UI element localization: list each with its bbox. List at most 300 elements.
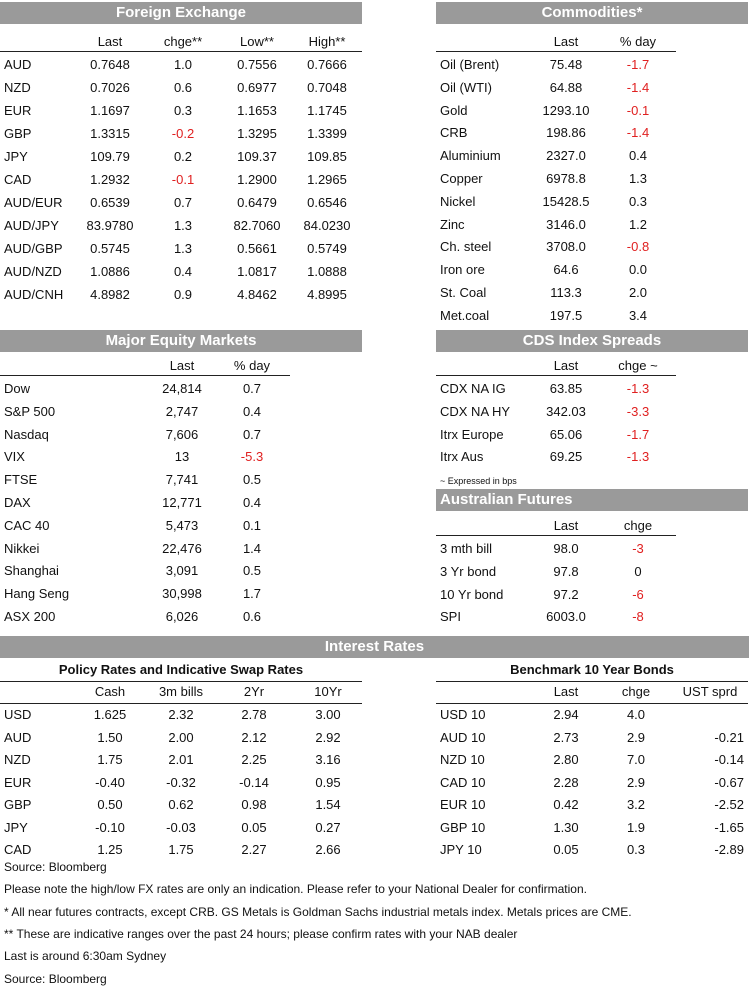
table-row bbox=[436, 214, 748, 236]
table-row bbox=[0, 424, 362, 446]
equity-header-last: Last bbox=[169, 358, 195, 373]
fx-chge: 0.9 bbox=[173, 287, 193, 302]
table-row bbox=[436, 561, 748, 583]
commodities-header-rule bbox=[436, 51, 676, 52]
table-row bbox=[436, 282, 748, 304]
policy-value: -0.10 bbox=[95, 819, 125, 835]
table-row bbox=[0, 606, 362, 628]
equity-last: 5,473 bbox=[165, 517, 199, 533]
table-row bbox=[0, 446, 362, 468]
fx-low: 1.3295 bbox=[237, 126, 277, 141]
futures-last: 6003.0 bbox=[546, 609, 586, 625]
commodity-chge: 0.4 bbox=[628, 148, 648, 164]
policy-name: AUD bbox=[4, 729, 32, 745]
fx-high: 4.8995 bbox=[307, 287, 347, 302]
fx-name: AUD/GBP bbox=[4, 241, 63, 256]
cds-name: CDX NA IG bbox=[440, 381, 506, 396]
table-row bbox=[0, 284, 362, 306]
fx-chge: 0.7 bbox=[173, 195, 193, 210]
table-row bbox=[436, 727, 748, 749]
fx-last: 1.0886 bbox=[90, 264, 130, 279]
table-row bbox=[436, 378, 748, 400]
table-row bbox=[436, 446, 748, 468]
commodity-name: Ch. steel bbox=[440, 239, 492, 255]
table-row bbox=[0, 146, 362, 168]
equity-last: 3,091 bbox=[165, 563, 199, 579]
bonds-header-last: Last bbox=[553, 684, 579, 699]
fx-name: AUD/JPY bbox=[4, 218, 59, 233]
equity-name: Hang Seng bbox=[4, 586, 70, 602]
policy-value: 2.66 bbox=[315, 842, 341, 857]
table-row bbox=[436, 236, 748, 258]
fx-name: AUD/EUR bbox=[4, 195, 63, 210]
table-row bbox=[0, 583, 362, 605]
policy-value: 1.75 bbox=[168, 842, 194, 857]
equity-name: Dow bbox=[4, 381, 31, 396]
equity-last: 7,606 bbox=[165, 426, 199, 442]
policy-value: 2.92 bbox=[315, 729, 341, 745]
equity-last: 6,026 bbox=[165, 609, 199, 624]
cds-chge: -3.3 bbox=[626, 403, 650, 419]
fx-last: 83.9780 bbox=[86, 218, 134, 233]
bond-value: 7.0 bbox=[626, 752, 646, 767]
commodity-last: 64.88 bbox=[549, 79, 583, 95]
table-row bbox=[436, 817, 748, 839]
futures-header bbox=[436, 516, 748, 536]
bonds-title: Benchmark 10 Year Bonds bbox=[510, 662, 674, 677]
futures-last: 97.8 bbox=[553, 563, 579, 579]
equity-chge: 0.1 bbox=[242, 517, 262, 533]
table-row bbox=[0, 839, 362, 861]
commodities-banner: Commodities* bbox=[436, 2, 748, 24]
policy-value: 1.54 bbox=[315, 797, 341, 812]
equity-chge: 0.5 bbox=[242, 472, 262, 488]
table-row bbox=[436, 100, 748, 122]
fx-last: 0.5745 bbox=[90, 241, 130, 256]
fx-low: 0.7556 bbox=[237, 57, 277, 72]
table-row bbox=[0, 100, 362, 122]
fx-low: 1.1653 bbox=[237, 103, 277, 118]
table-row bbox=[436, 122, 748, 144]
table-row bbox=[0, 469, 362, 491]
cds-name: Itrx Aus bbox=[440, 449, 484, 465]
fx-high: 0.7666 bbox=[307, 57, 347, 72]
fx-chge: -0.1 bbox=[171, 172, 195, 187]
fx-name: EUR bbox=[4, 103, 32, 118]
policy-value: 2.27 bbox=[241, 842, 267, 857]
cds-last: 69.25 bbox=[549, 449, 583, 465]
cds-note: ~ Expressed in bps bbox=[440, 476, 517, 486]
policy-value: 0.62 bbox=[168, 797, 194, 812]
table-row bbox=[436, 145, 748, 167]
commodity-name: Nickel bbox=[440, 193, 476, 209]
bond-value: 2.94 bbox=[553, 707, 579, 722]
commodity-last: 197.5 bbox=[549, 307, 583, 323]
equity-chge: 0.7 bbox=[242, 426, 262, 442]
commodity-name: Copper bbox=[440, 171, 483, 186]
table-row bbox=[0, 817, 362, 839]
equity-name: Shanghai bbox=[4, 563, 59, 579]
futures-name: 3 Yr bond bbox=[440, 563, 497, 579]
footer-line: Please note the high/low FX rates are only an indication. Please refer to your National Dealer for confirmation. bbox=[4, 882, 587, 897]
fx-last: 1.3315 bbox=[90, 126, 130, 141]
commodity-chge: -1.4 bbox=[626, 79, 650, 95]
fx-high: 0.7048 bbox=[307, 80, 347, 95]
bond-name: EUR 10 bbox=[440, 797, 486, 812]
fx-high: 1.1745 bbox=[307, 103, 347, 118]
futures-name: 10 Yr bond bbox=[440, 586, 504, 602]
table-row bbox=[436, 259, 748, 281]
equity-name: S&P 500 bbox=[4, 403, 56, 419]
table-row bbox=[436, 704, 748, 726]
bond-name: GBP 10 bbox=[440, 819, 486, 835]
table-row bbox=[0, 215, 362, 237]
policy-name: CAD bbox=[4, 842, 32, 857]
bond-value: -2.52 bbox=[714, 797, 744, 812]
equity-chge: 0.6 bbox=[242, 609, 262, 624]
equity-header-day: % day bbox=[233, 358, 271, 373]
equity-name: FTSE bbox=[4, 472, 38, 488]
fx-high: 1.0888 bbox=[307, 264, 347, 279]
fx-header-high: High** bbox=[308, 34, 346, 49]
fx-table bbox=[0, 32, 362, 312]
bond-value: -0.14 bbox=[714, 752, 744, 767]
fx-header-chge: chge** bbox=[163, 34, 203, 49]
fx-header bbox=[0, 32, 362, 52]
futures-banner: Australian Futures bbox=[436, 489, 748, 511]
equity-chge: 1.7 bbox=[242, 586, 262, 602]
fx-name: AUD/CNH bbox=[4, 287, 64, 302]
equity-name: CAC 40 bbox=[4, 517, 50, 533]
table-row bbox=[436, 305, 748, 327]
fx-chge: 1.0 bbox=[173, 57, 193, 72]
policy-value: 1.625 bbox=[93, 707, 127, 722]
bond-value: -0.67 bbox=[714, 774, 744, 790]
table-row bbox=[0, 538, 362, 560]
commodity-chge: -0.1 bbox=[626, 102, 650, 118]
table-row bbox=[0, 238, 362, 260]
cds-chge: -1.7 bbox=[626, 426, 650, 442]
table-row bbox=[0, 123, 362, 145]
commodity-chge: 3.4 bbox=[628, 307, 648, 323]
footer-line: Source: Bloomberg bbox=[4, 971, 107, 986]
bond-value: 2.9 bbox=[626, 729, 646, 745]
table-row bbox=[436, 839, 748, 861]
policy-value: -0.03 bbox=[166, 819, 196, 835]
policy-name: USD bbox=[4, 707, 32, 722]
table-row bbox=[436, 401, 748, 423]
equity-chge: 0.5 bbox=[242, 563, 262, 579]
policy-value: 0.05 bbox=[241, 819, 267, 835]
futures-chge: -3 bbox=[632, 541, 644, 556]
fx-last: 4.8982 bbox=[90, 287, 130, 302]
table-row bbox=[436, 424, 748, 446]
equity-last: 12,771 bbox=[162, 495, 202, 510]
fx-high: 109.85 bbox=[307, 149, 347, 164]
policy-header-bills: 3m bills bbox=[158, 684, 204, 699]
table-row bbox=[436, 794, 748, 816]
bond-value: 0.42 bbox=[553, 797, 579, 812]
equity-name: Nasdaq bbox=[4, 426, 49, 442]
futures-chge: -8 bbox=[632, 609, 644, 625]
table-row bbox=[0, 401, 362, 423]
policy-value: 1.25 bbox=[97, 842, 123, 857]
table-row bbox=[436, 54, 748, 76]
policy-value: 2.32 bbox=[168, 707, 194, 722]
fx-high: 1.3399 bbox=[307, 126, 347, 141]
equity-chge: 0.4 bbox=[242, 403, 262, 419]
commodity-last: 15428.5 bbox=[542, 193, 590, 209]
futures-last: 98.0 bbox=[553, 541, 579, 556]
policy-name: NZD bbox=[4, 752, 31, 767]
commodities-header-last: Last bbox=[553, 34, 579, 49]
table-row bbox=[0, 515, 362, 537]
policy-value: 0.50 bbox=[97, 797, 123, 812]
futures-header-rule bbox=[436, 535, 676, 536]
commodities-header-day: % day bbox=[619, 34, 657, 49]
fx-last: 0.6539 bbox=[90, 195, 130, 210]
policy-value: 0.98 bbox=[241, 797, 267, 812]
bonds-header-ust: UST sprd bbox=[682, 684, 738, 699]
bond-value: 2.9 bbox=[626, 774, 646, 790]
commodity-last: 3146.0 bbox=[546, 216, 586, 232]
policy-header-2yr: 2Yr bbox=[243, 684, 265, 699]
fx-chge: 0.4 bbox=[173, 264, 193, 279]
fx-chge: 0.6 bbox=[173, 80, 193, 95]
footer-line: Last is around 6:30am Sydney bbox=[4, 949, 167, 964]
equity-last: 30,998 bbox=[162, 586, 202, 602]
policy-name: JPY bbox=[4, 819, 28, 835]
cds-header bbox=[436, 356, 748, 376]
futures-chge: 0 bbox=[634, 563, 642, 579]
commodity-last: 75.48 bbox=[549, 57, 583, 72]
commodity-name: Aluminium bbox=[440, 148, 501, 164]
commodity-chge: -0.8 bbox=[626, 239, 650, 255]
futures-table bbox=[436, 516, 748, 631]
policy-header bbox=[0, 682, 362, 702]
policy-value: 1.50 bbox=[97, 729, 123, 745]
cds-last: 63.85 bbox=[549, 381, 583, 396]
policy-value: 2.78 bbox=[241, 707, 267, 722]
table-row bbox=[436, 772, 748, 794]
policy-name: EUR bbox=[4, 774, 32, 790]
bonds-header bbox=[436, 682, 748, 702]
equity-name: VIX bbox=[4, 449, 25, 465]
policy-value: 2.25 bbox=[241, 752, 267, 767]
table-row bbox=[0, 727, 362, 749]
policy-header-10yr: 10Yr bbox=[314, 684, 342, 699]
commodity-last: 198.86 bbox=[546, 125, 586, 141]
cds-header-chge: chge ~ bbox=[618, 358, 658, 373]
commodity-last: 2327.0 bbox=[546, 148, 586, 164]
table-row bbox=[0, 54, 362, 76]
equity-last: 7,741 bbox=[165, 472, 199, 488]
commodity-chge: 0.3 bbox=[628, 193, 648, 209]
cds-header-rule bbox=[436, 375, 676, 376]
futures-chge: -6 bbox=[632, 586, 644, 602]
commodity-chge: 1.3 bbox=[628, 171, 648, 186]
cds-banner: CDS Index Spreads bbox=[436, 330, 748, 352]
equity-chge: 0.7 bbox=[242, 381, 262, 396]
commodity-name: Met.coal bbox=[440, 307, 490, 323]
equity-banner: Major Equity Markets bbox=[0, 330, 362, 352]
bond-name: NZD 10 bbox=[440, 752, 485, 767]
commodity-last: 6978.8 bbox=[546, 171, 586, 186]
equity-name: ASX 200 bbox=[4, 609, 56, 624]
commodity-last: 3708.0 bbox=[546, 239, 586, 255]
fx-chge: 0.3 bbox=[173, 103, 193, 118]
equity-name: Nikkei bbox=[4, 540, 40, 556]
fx-name: CAD bbox=[4, 172, 32, 187]
fx-header-last: Last bbox=[97, 34, 123, 49]
policy-header-cash: Cash bbox=[94, 684, 126, 699]
footer-line: * All near futures contracts, except CRB. GS Metals is Goldman Sachs industrial metals index. Metals prices are CME. bbox=[4, 904, 632, 919]
fx-high: 0.6546 bbox=[307, 195, 347, 210]
fx-high: 0.5749 bbox=[307, 241, 347, 256]
fx-chge: 1.3 bbox=[173, 218, 193, 233]
commodity-name: Zinc bbox=[440, 216, 465, 232]
fx-low: 4.8462 bbox=[237, 287, 277, 302]
fx-high: 1.2965 bbox=[307, 172, 347, 187]
commodity-name: Oil (WTI) bbox=[440, 79, 492, 95]
fx-low: 1.2900 bbox=[237, 172, 277, 187]
table-row bbox=[0, 560, 362, 582]
fx-name: AUD/NZD bbox=[4, 264, 62, 279]
commodity-chge: 1.2 bbox=[628, 216, 648, 232]
fx-last: 1.1697 bbox=[90, 103, 130, 118]
fx-high: 84.0230 bbox=[303, 218, 351, 233]
bond-value: 0.05 bbox=[553, 842, 579, 857]
bond-name: CAD 10 bbox=[440, 774, 486, 790]
table-row bbox=[436, 584, 748, 606]
cds-name: Itrx Europe bbox=[440, 426, 504, 442]
policy-value: -0.14 bbox=[239, 774, 269, 790]
policy-value: 1.75 bbox=[97, 752, 123, 767]
policy-value: 2.00 bbox=[168, 729, 194, 745]
bond-name: USD 10 bbox=[440, 707, 486, 722]
equity-last: 24,814 bbox=[162, 381, 202, 396]
bond-value: 2.28 bbox=[553, 774, 579, 790]
bond-value: -0.21 bbox=[714, 729, 744, 745]
futures-name: 3 mth bill bbox=[440, 541, 493, 556]
table-row bbox=[436, 538, 748, 560]
equity-chge: 1.4 bbox=[242, 540, 262, 556]
cds-chge: -1.3 bbox=[626, 381, 650, 396]
fx-header-rule bbox=[0, 51, 362, 52]
fx-low: 0.6977 bbox=[237, 80, 277, 95]
fx-chge: 0.2 bbox=[173, 149, 193, 164]
footer-line: ** These are indicative ranges over the past 24 hours; please confirm rates with your NAB dealer bbox=[4, 926, 518, 941]
fx-header-low: Low** bbox=[240, 34, 274, 49]
equity-name: DAX bbox=[4, 495, 31, 510]
cds-header-last: Last bbox=[553, 358, 579, 373]
table-row bbox=[0, 378, 362, 400]
policy-table bbox=[0, 662, 362, 858]
commodity-last: 1293.10 bbox=[542, 102, 590, 118]
policy-value: 3.00 bbox=[315, 707, 341, 722]
fx-low: 1.0817 bbox=[237, 264, 277, 279]
table-row bbox=[436, 168, 748, 190]
table-row bbox=[0, 77, 362, 99]
fx-last: 109.79 bbox=[90, 149, 130, 164]
bond-name: AUD 10 bbox=[440, 729, 486, 745]
equity-last: 22,476 bbox=[162, 540, 202, 556]
bond-value: -1.65 bbox=[714, 819, 744, 835]
bonds-table bbox=[436, 662, 748, 858]
cds-last: 342.03 bbox=[546, 403, 586, 419]
policy-value: 0.95 bbox=[315, 774, 341, 790]
fx-chge: -0.2 bbox=[171, 126, 195, 141]
bond-value: 1.9 bbox=[626, 819, 646, 835]
commodity-chge: 2.0 bbox=[628, 285, 648, 300]
policy-value: 0.27 bbox=[315, 819, 341, 835]
cds-last: 65.06 bbox=[549, 426, 583, 442]
table-row bbox=[0, 794, 362, 816]
commodity-last: 113.3 bbox=[550, 285, 582, 300]
fx-name: AUD bbox=[4, 57, 32, 72]
fx-chge: 1.3 bbox=[173, 241, 193, 256]
policy-value: 3.16 bbox=[315, 752, 341, 767]
table-row bbox=[0, 704, 362, 726]
futures-last: 97.2 bbox=[553, 586, 579, 602]
bonds-header-chge: chge bbox=[621, 684, 651, 699]
futures-header-chge: chge bbox=[623, 518, 653, 533]
fx-banner: Foreign Exchange bbox=[0, 2, 362, 24]
fx-last: 0.7648 bbox=[90, 57, 130, 72]
bond-name: JPY 10 bbox=[440, 842, 482, 857]
bond-value: 2.80 bbox=[553, 752, 579, 767]
table-row bbox=[0, 492, 362, 514]
commodity-last: 64.6 bbox=[553, 262, 579, 278]
equity-last: 2,747 bbox=[165, 403, 199, 419]
bond-value: 0.3 bbox=[626, 842, 646, 857]
fx-low: 82.7060 bbox=[233, 218, 281, 233]
commodity-name: Oil (Brent) bbox=[440, 57, 500, 72]
policy-value: -0.32 bbox=[166, 774, 196, 790]
policy-value: -0.40 bbox=[95, 774, 125, 790]
policy-value: 2.01 bbox=[168, 752, 194, 767]
table-row bbox=[0, 261, 362, 283]
commodity-name: Gold bbox=[440, 102, 468, 118]
futures-header-last: Last bbox=[553, 518, 579, 533]
policy-value: 2.12 bbox=[241, 729, 267, 745]
fx-name: NZD bbox=[4, 80, 31, 95]
bond-value: 2.73 bbox=[553, 729, 579, 745]
table-row bbox=[0, 192, 362, 214]
equity-table bbox=[0, 356, 362, 631]
commodity-chge: -1.7 bbox=[626, 57, 650, 72]
fx-last: 0.7026 bbox=[90, 80, 130, 95]
bond-value: 1.30 bbox=[553, 819, 579, 835]
table-row bbox=[0, 772, 362, 794]
table-row bbox=[436, 606, 748, 628]
bond-value: -2.89 bbox=[714, 842, 744, 857]
futures-name: SPI bbox=[440, 609, 461, 625]
commodity-chge: -1.4 bbox=[626, 125, 650, 141]
equity-header bbox=[0, 356, 362, 376]
table-row bbox=[0, 749, 362, 771]
policy-title: Policy Rates and Indicative Swap Rates bbox=[58, 662, 304, 677]
fx-low: 0.5661 bbox=[237, 241, 277, 256]
fx-name: GBP bbox=[4, 126, 32, 141]
table-row bbox=[436, 77, 748, 99]
cds-table bbox=[436, 356, 748, 486]
policy-name: GBP bbox=[4, 797, 32, 812]
fx-name: JPY bbox=[4, 149, 28, 164]
equity-chge: -5.3 bbox=[240, 449, 264, 465]
table-row bbox=[436, 749, 748, 771]
equity-header-rule bbox=[0, 375, 290, 376]
